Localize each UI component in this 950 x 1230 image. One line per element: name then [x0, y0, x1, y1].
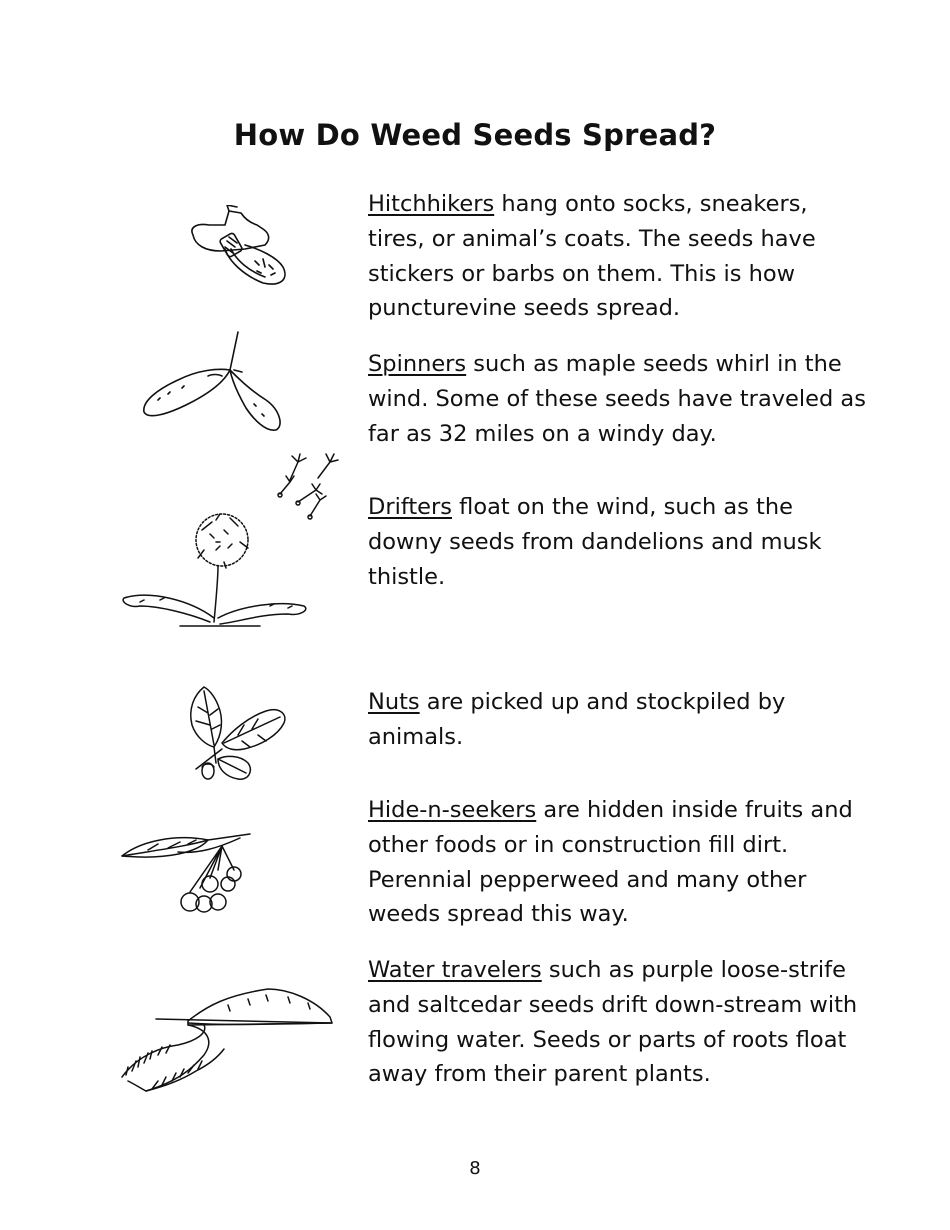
oak-acorn-icon: [182, 685, 292, 785]
maple-seed-icon: [138, 330, 288, 435]
page-number: 8: [469, 1158, 481, 1179]
text-hitchhikers: hang onto socks, sneakers, tires, or animal’s coats. The seeds have stickers or barbs on them. This is how puncturevine seeds spread.: [368, 191, 816, 322]
text-spinners: such as maple seeds whirl in the wind. Some of these seeds have traveled as far as 32 miles on a windy day.: [368, 351, 866, 447]
section-drifters: [368, 490, 868, 594]
section-hide-n-seekers: [368, 793, 868, 932]
section-hitchhikers: [368, 187, 868, 326]
term-hitchhikers: Hitchhikers: [368, 191, 495, 217]
sneaker-icon: [185, 205, 295, 290]
term-drifters: Drifters: [368, 494, 452, 520]
term-water-travelers: Water travelers: [368, 957, 542, 983]
river-icon: [118, 985, 338, 1100]
term-hide-n-seekers: Hide-n-seekers: [368, 797, 537, 823]
text-nuts: are picked up and stockpiled by animals.: [368, 689, 786, 750]
dandelion-icon: [120, 450, 352, 632]
section-nuts: [368, 685, 868, 755]
text-drifters: float on the wind, such as the downy seeds from dandelions and musk thistle.: [368, 494, 822, 590]
section-water-travelers: [368, 953, 868, 1092]
term-spinners: Spinners: [368, 351, 467, 377]
text-water-travelers: such as purple loose-strife and saltcedar seeds drift down-stream with flowing water. Seeds or parts of roots float away from their parent plants.: [368, 957, 858, 1088]
text-hide-n-seekers: are hidden inside fruits and other foods or in construction fill dirt. Perennial pepperweed and many other weeds spread this way.: [368, 797, 853, 928]
section-spinners: [368, 347, 868, 451]
term-nuts: Nuts: [368, 689, 420, 715]
berries-icon: [118, 830, 258, 920]
page-title: How Do Weed Seeds Spread?: [233, 118, 717, 152]
